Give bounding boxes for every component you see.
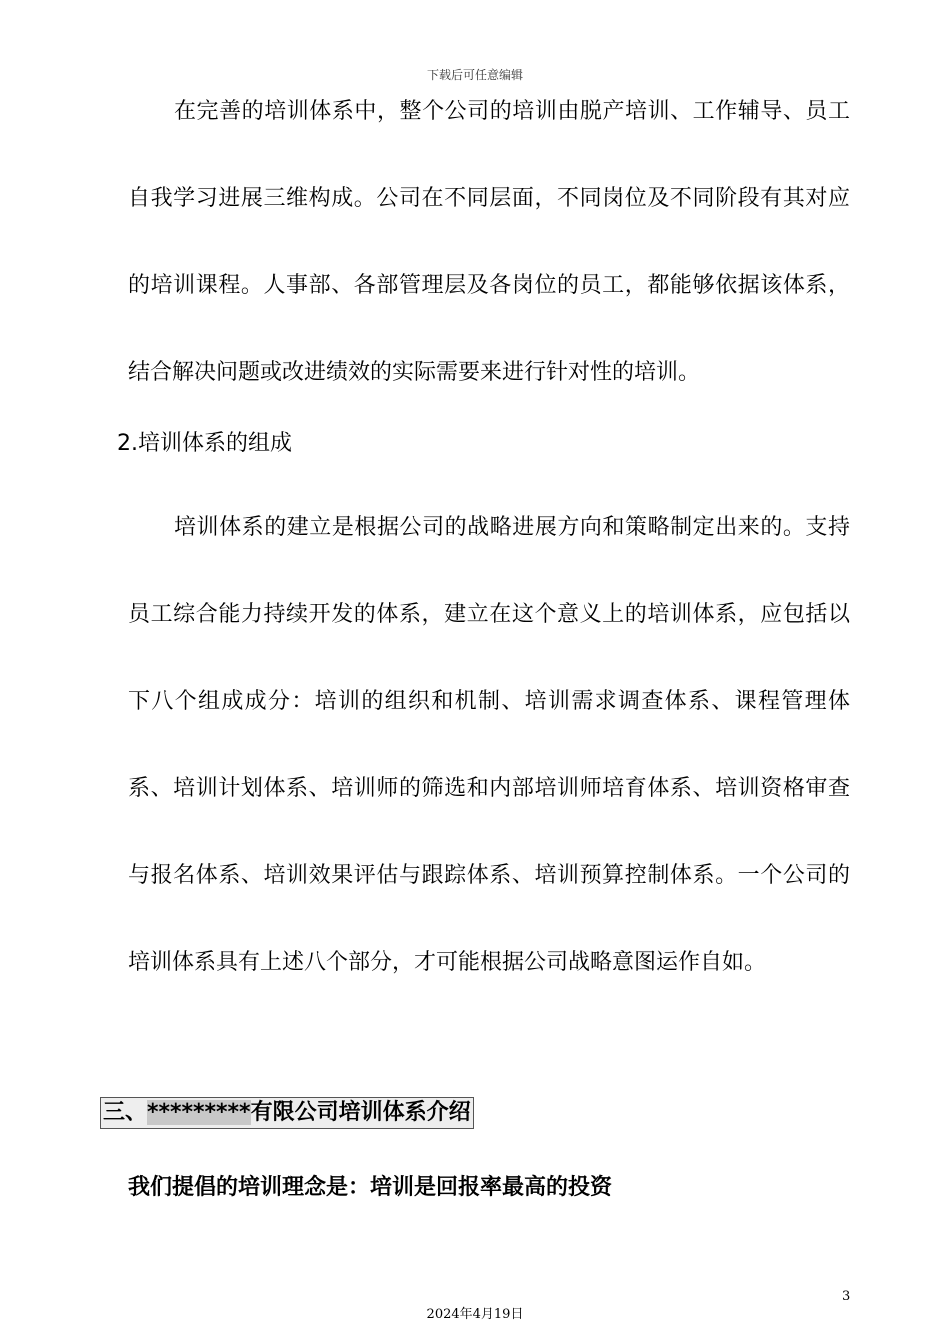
paragraph-training-system-components: 培训体系的建立是根据公司的战略进展方向和策略制定出来的。支持员工综合能力持续开发的体系，建立在这个意义上的培训体系，应包括以下八个组成成分：培训的组织和机制、培训需求调查体系、课程管理体系、培训计划体系、培训师的筛选和内部培训师培育体系、培训资格审查与报名体系、培训效果评估与跟踪体系、培训预算控制体系。一个公司的培训体系具有上述八个部分，才可能根据公司战略意图运作自如。 — [128, 515, 850, 975]
paragraph-training-system-intro: 在完善的培训体系中，整个公司的培训由脱产培训、工作辅导、员工自我学习进展三维构成。公司在不同层面，不同岗位及不同阶段有其对应的培训课程。人事部、各部管理层及各岗位的员工，都能够依据该体系，结合解决问题或改进绩效的实际需要来进行针对性的培训。 — [128, 99, 850, 385]
training-motto: 我们提倡的培训理念是：培训是回报率最高的投资 — [128, 1175, 613, 1200]
footer-date: 2024年4月19日 — [426, 1307, 524, 1322]
section-heading-masked-company: ********* — [147, 1100, 251, 1125]
section-heading-suffix: 有限公司培训体系介绍 — [250, 1100, 471, 1125]
page-number: 3 — [842, 1289, 851, 1304]
section-heading — [100, 1097, 474, 1129]
subheading-training-system-composition: 2.培训体系的组成 — [117, 431, 292, 456]
header-note: 下载后可任意编辑 — [426, 68, 523, 82]
section-heading-prefix: 三、 — [103, 1100, 148, 1125]
